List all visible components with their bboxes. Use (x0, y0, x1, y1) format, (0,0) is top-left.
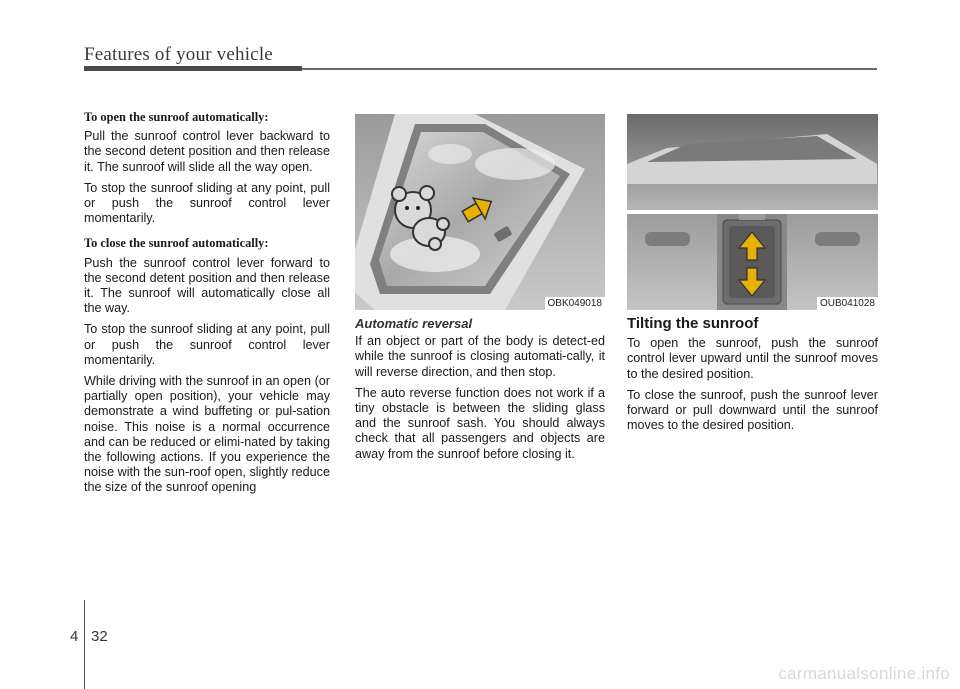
column-middle (355, 316, 605, 468)
paragraph: While driving with the sunroof in an open (or partially open position), your vehicle may demonstrate a wind buffeting or pul-sation noise. This noise is a normal occurrence and can be reduced or elimi-nated by taking the following actions. If you experience the noise with the sun-roof open, slightly reduce the size of the sunroof opening (84, 374, 330, 495)
watermark: carmanualsonline.info (778, 664, 950, 683)
paragraph: If an object or part of the body is detect-ed while the sunroof is closing automati-cally, it will reverse direction, and then stop. (355, 334, 605, 379)
subheading-close-auto: To close the sunroof automatically: (84, 236, 269, 251)
paragraph: The auto reverse function does not work if a tiny obstacle is between the sliding glass and the sunroof sash. You should always check that all passengers and objects are away from the sunroof before closing it. (355, 385, 605, 461)
paragraph: Push the sunroof control lever forward to the second detent position and then release it. The sunroof will automatically close all the way. (84, 255, 330, 316)
subheading-automatic-reversal: Automatic reversal (355, 316, 473, 331)
header-rule-dark (84, 66, 302, 71)
paragraph: Pull the sunroof control lever backward to the second detent position and then release it. The sunroof will slide all the way open. (84, 129, 330, 174)
footer-divider (84, 600, 85, 689)
sunroof-teddy-illustration (355, 114, 605, 310)
figure-sunroof-reversal (355, 114, 605, 310)
paragraph: To close the sunroof, push the sunroof lever forward or pull downward until the sunroof moves to the desired position. (627, 387, 878, 433)
figure-code: OUB041028 (817, 297, 878, 310)
header-rule-light (302, 68, 877, 70)
subheading-open-auto: To open the sunroof automatically: (84, 110, 269, 124)
section-heading-tilting: Tilting the sunroof (627, 315, 759, 332)
paragraph: To stop the sunroof sliding at any point, pull or push the sunroof control lever momentarily. (84, 322, 330, 367)
paragraph: To stop the sunroof sliding at any point, pull or push the sunroof control lever momentarily. (84, 180, 330, 226)
figure-sunroof-tilt (627, 114, 878, 310)
tilt-control-illustration (627, 114, 878, 310)
column-right (627, 316, 878, 439)
column-left (84, 110, 330, 502)
figure-code: OBK049018 (545, 297, 606, 310)
section-number: 4 (70, 628, 79, 645)
page-header-title: Features of your vehicle (84, 44, 273, 65)
paragraph: To open the sunroof, push the sunroof control lever upward until the sunroof moves to the desired position. (627, 336, 878, 381)
page-number: 32 (91, 628, 108, 645)
